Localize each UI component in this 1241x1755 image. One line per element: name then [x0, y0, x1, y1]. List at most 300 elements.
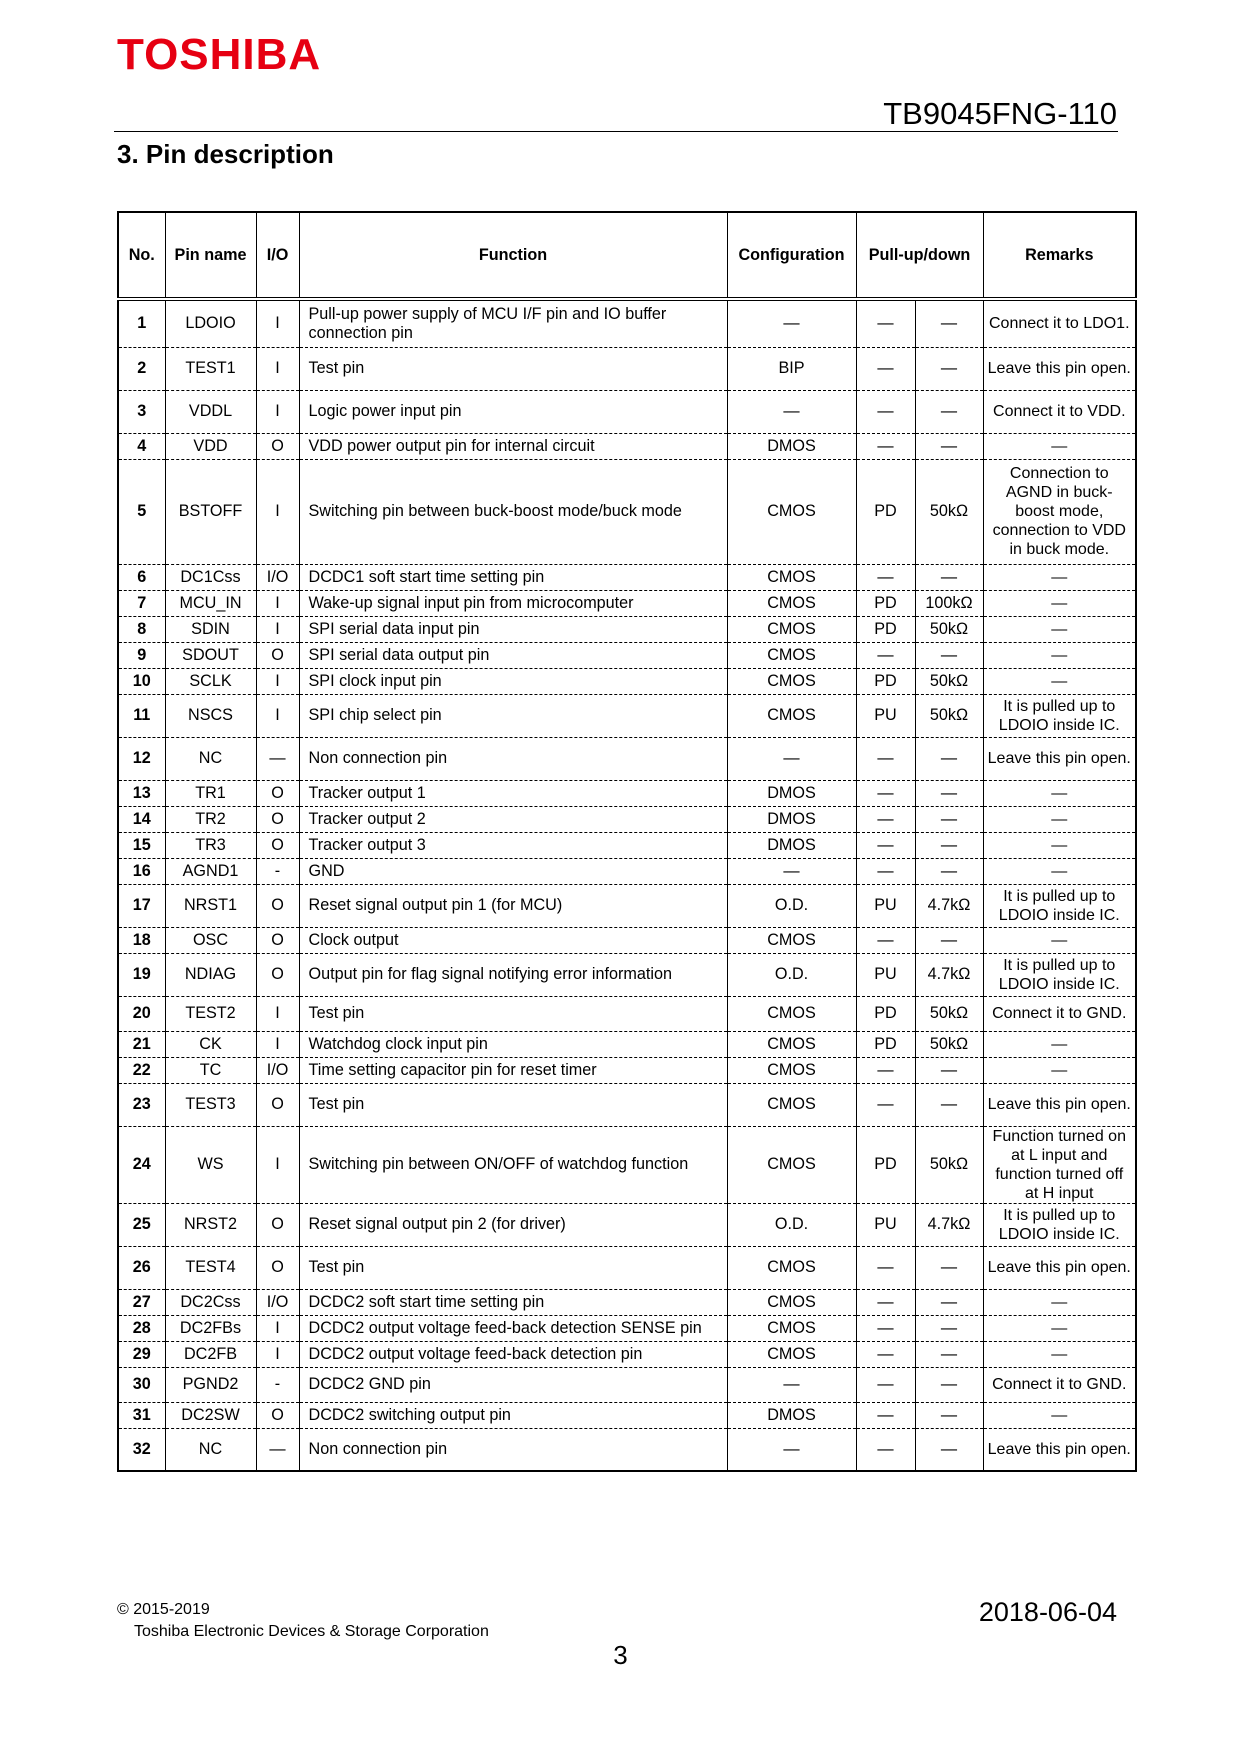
pin-io: I	[256, 996, 299, 1031]
pin-number: 13	[118, 780, 165, 806]
pin-name: SDIN	[165, 616, 256, 642]
pin-io: O	[256, 780, 299, 806]
pin-pull-resistance: 4.7kΩ	[915, 1203, 983, 1246]
pin-name: DC2SW	[165, 1402, 256, 1428]
pin-io: I/O	[256, 1057, 299, 1083]
pin-number: 2	[118, 347, 165, 390]
pin-name: NDIAG	[165, 953, 256, 996]
pin-pull-resistance: —	[915, 299, 983, 347]
pin-remarks: —	[983, 780, 1136, 806]
pin-pull-direction: —	[856, 433, 915, 459]
pin-io: O	[256, 1083, 299, 1126]
pin-remarks: It is pulled up to LDOIO inside IC.	[983, 694, 1136, 737]
table-row	[118, 459, 1136, 564]
pin-number: 14	[118, 806, 165, 832]
pin-function: Test pin	[299, 1083, 727, 1126]
pin-io: I	[256, 616, 299, 642]
pin-number: 27	[118, 1289, 165, 1315]
table-row	[118, 832, 1136, 858]
pin-configuration: CMOS	[727, 1083, 856, 1126]
pin-name: CK	[165, 1031, 256, 1057]
table-row	[118, 1289, 1136, 1315]
pin-pull-resistance: —	[915, 1341, 983, 1367]
pin-name: MCU_IN	[165, 590, 256, 616]
pin-io: I	[256, 347, 299, 390]
header-remarks: Remarks	[983, 212, 1136, 299]
pin-function: Switching pin between buck-boost mode/buck mode	[299, 459, 727, 564]
table-row	[118, 1341, 1136, 1367]
pin-function: DCDC2 switching output pin	[299, 1402, 727, 1428]
pin-pull-direction: PU	[856, 1203, 915, 1246]
pin-pull-resistance: —	[915, 806, 983, 832]
pin-io: O	[256, 832, 299, 858]
header-function: Function	[299, 212, 727, 299]
pin-io: I	[256, 1315, 299, 1341]
pin-configuration: —	[727, 1428, 856, 1471]
pin-pull-resistance: —	[915, 858, 983, 884]
pin-name: AGND1	[165, 858, 256, 884]
pin-function: Pull-up power supply of MCU I/F pin and IO buffer connection pin	[299, 299, 727, 347]
pin-remarks: —	[983, 1057, 1136, 1083]
pin-function: Time setting capacitor pin for reset timer	[299, 1057, 727, 1083]
pin-configuration: DMOS	[727, 832, 856, 858]
pin-pull-direction: PD	[856, 668, 915, 694]
pin-configuration: CMOS	[727, 996, 856, 1031]
pin-function: Test pin	[299, 996, 727, 1031]
pin-io: I	[256, 1031, 299, 1057]
pin-function: Non connection pin	[299, 737, 727, 780]
pin-io: O	[256, 953, 299, 996]
pin-remarks: Connect it to GND.	[983, 1367, 1136, 1402]
pin-pull-direction: —	[856, 1246, 915, 1289]
pin-function: SPI chip select pin	[299, 694, 727, 737]
pin-remarks: —	[983, 668, 1136, 694]
pin-remarks: Connect it to VDD.	[983, 390, 1136, 433]
pin-pull-resistance: —	[915, 1083, 983, 1126]
pin-pull-resistance: —	[915, 433, 983, 459]
pin-io: -	[256, 858, 299, 884]
pin-pull-direction: PU	[856, 694, 915, 737]
header-rule	[114, 131, 1118, 132]
pin-name: BSTOFF	[165, 459, 256, 564]
table-row	[118, 694, 1136, 737]
pin-name: TR1	[165, 780, 256, 806]
header-io: I/O	[256, 212, 299, 299]
header-no: No.	[118, 212, 165, 299]
table-row	[118, 390, 1136, 433]
pin-io: —	[256, 1428, 299, 1471]
pin-remarks: —	[983, 1341, 1136, 1367]
pin-function: DCDC2 GND pin	[299, 1367, 727, 1402]
pin-number: 8	[118, 616, 165, 642]
pin-number: 1	[118, 299, 165, 347]
pin-io: —	[256, 737, 299, 780]
pin-pull-resistance: —	[915, 390, 983, 433]
pin-function: VDD power output pin for internal circuit	[299, 433, 727, 459]
pin-configuration: CMOS	[727, 927, 856, 953]
page-number: 3	[613, 1640, 628, 1670]
pin-name: NSCS	[165, 694, 256, 737]
pin-function: GND	[299, 858, 727, 884]
pin-configuration: DMOS	[727, 806, 856, 832]
pin-number: 30	[118, 1367, 165, 1402]
pin-pull-resistance: —	[915, 832, 983, 858]
pin-configuration: O.D.	[727, 884, 856, 927]
pin-name: TR3	[165, 832, 256, 858]
pin-function: Test pin	[299, 347, 727, 390]
pin-pull-resistance: 50kΩ	[915, 616, 983, 642]
pin-configuration: O.D.	[727, 953, 856, 996]
header-pin-name: Pin name	[165, 212, 256, 299]
pin-number: 17	[118, 884, 165, 927]
table-row	[118, 642, 1136, 668]
pin-configuration: CMOS	[727, 459, 856, 564]
table-row	[118, 1402, 1136, 1428]
header-pull-up-down: Pull-up/down	[856, 212, 983, 299]
pin-pull-direction: —	[856, 642, 915, 668]
pin-remarks: Leave this pin open.	[983, 1428, 1136, 1471]
document-id: TB9045FNG-110	[883, 96, 1117, 131]
pin-number: 32	[118, 1428, 165, 1471]
pin-configuration: CMOS	[727, 1126, 856, 1203]
pin-number: 23	[118, 1083, 165, 1126]
pin-configuration: O.D.	[727, 1203, 856, 1246]
table-row	[118, 1057, 1136, 1083]
pin-function: DCDC2 output voltage feed-back detection pin	[299, 1341, 727, 1367]
pin-number: 11	[118, 694, 165, 737]
pin-pull-direction: PU	[856, 953, 915, 996]
table-row	[118, 1083, 1136, 1126]
pin-io: -	[256, 1367, 299, 1402]
table-row	[118, 1315, 1136, 1341]
pin-name: NRST2	[165, 1203, 256, 1246]
pin-pull-direction: —	[856, 1367, 915, 1402]
pin-pull-direction: —	[856, 806, 915, 832]
pin-configuration: —	[727, 1367, 856, 1402]
pin-remarks: —	[983, 1402, 1136, 1428]
pin-remarks: Function turned on at L input and function turned off at H input	[983, 1126, 1136, 1203]
pin-name: WS	[165, 1126, 256, 1203]
pin-pull-resistance: —	[915, 1246, 983, 1289]
pin-remarks: —	[983, 806, 1136, 832]
pin-configuration: CMOS	[727, 590, 856, 616]
pin-number: 10	[118, 668, 165, 694]
pin-number: 4	[118, 433, 165, 459]
pin-name: VDDL	[165, 390, 256, 433]
pin-pull-direction: —	[856, 1083, 915, 1126]
table-row	[118, 590, 1136, 616]
table-row	[118, 1428, 1136, 1471]
pin-configuration: CMOS	[727, 616, 856, 642]
pin-name: VDD	[165, 433, 256, 459]
pin-remarks: —	[983, 590, 1136, 616]
pin-pull-direction: —	[856, 858, 915, 884]
pin-description-table	[117, 211, 1137, 1472]
pin-function: DCDC2 output voltage feed-back detection SENSE pin	[299, 1315, 727, 1341]
pin-name: NC	[165, 1428, 256, 1471]
pin-number: 25	[118, 1203, 165, 1246]
table-row	[118, 1367, 1136, 1402]
pin-configuration: —	[727, 390, 856, 433]
pin-pull-resistance: —	[915, 780, 983, 806]
pin-pull-resistance: —	[915, 1057, 983, 1083]
table-row	[118, 564, 1136, 590]
table-row	[118, 433, 1136, 459]
pin-pull-resistance: —	[915, 1315, 983, 1341]
table-header-row	[118, 212, 1136, 299]
pin-name: TEST3	[165, 1083, 256, 1126]
pin-function: Non connection pin	[299, 1428, 727, 1471]
table-row	[118, 1203, 1136, 1246]
pin-io: O	[256, 1402, 299, 1428]
pin-pull-resistance: 100kΩ	[915, 590, 983, 616]
pin-pull-resistance: 50kΩ	[915, 1031, 983, 1057]
table-row	[118, 299, 1136, 347]
pin-pull-direction: —	[856, 1289, 915, 1315]
pin-remarks: —	[983, 927, 1136, 953]
pin-configuration: CMOS	[727, 1289, 856, 1315]
pin-pull-direction: —	[856, 927, 915, 953]
pin-function: SPI clock input pin	[299, 668, 727, 694]
pin-function: Clock output	[299, 927, 727, 953]
pin-pull-resistance: 4.7kΩ	[915, 884, 983, 927]
pin-io: O	[256, 642, 299, 668]
pin-pull-direction: —	[856, 347, 915, 390]
pin-configuration: CMOS	[727, 1031, 856, 1057]
pin-function: DCDC1 soft start time setting pin	[299, 564, 727, 590]
pin-number: 26	[118, 1246, 165, 1289]
pin-pull-direction: PD	[856, 616, 915, 642]
pin-remarks: It is pulled up to LDOIO inside IC.	[983, 953, 1136, 996]
pin-function: Tracker output 3	[299, 832, 727, 858]
pin-number: 6	[118, 564, 165, 590]
pin-configuration: —	[727, 858, 856, 884]
pin-function: SPI serial data input pin	[299, 616, 727, 642]
footer-corporation: Toshiba Electronic Devices & Storage Corporation	[134, 1623, 489, 1640]
table-body	[118, 299, 1136, 1471]
pin-pull-direction: PD	[856, 459, 915, 564]
section-title: 3. Pin description	[117, 139, 334, 169]
pin-function: Switching pin between ON/OFF of watchdog function	[299, 1126, 727, 1203]
pin-remarks: Connect it to LDO1.	[983, 299, 1136, 347]
pin-name: SCLK	[165, 668, 256, 694]
pin-remarks: Leave this pin open.	[983, 1083, 1136, 1126]
pin-pull-direction: —	[856, 1057, 915, 1083]
pin-name: OSC	[165, 927, 256, 953]
pin-name: TEST4	[165, 1246, 256, 1289]
pin-remarks: —	[983, 832, 1136, 858]
pin-pull-direction: —	[856, 390, 915, 433]
pin-io: O	[256, 884, 299, 927]
pin-pull-resistance: 50kΩ	[915, 996, 983, 1031]
pin-remarks: —	[983, 616, 1136, 642]
pin-name: TEST1	[165, 347, 256, 390]
pin-pull-direction: —	[856, 780, 915, 806]
pin-pull-direction: —	[856, 737, 915, 780]
pin-pull-resistance: 50kΩ	[915, 459, 983, 564]
table-row	[118, 996, 1136, 1031]
pin-number: 18	[118, 927, 165, 953]
pin-configuration: CMOS	[727, 1341, 856, 1367]
pin-function: Wake-up signal input pin from microcomputer	[299, 590, 727, 616]
pin-number: 19	[118, 953, 165, 996]
pin-io: I	[256, 459, 299, 564]
pin-remarks: Connect it to GND.	[983, 996, 1136, 1031]
pin-number: 22	[118, 1057, 165, 1083]
pin-number: 29	[118, 1341, 165, 1367]
pin-function: Output pin for flag signal notifying error information	[299, 953, 727, 996]
table-row	[118, 347, 1136, 390]
pin-configuration: DMOS	[727, 433, 856, 459]
pin-pull-direction: —	[856, 1315, 915, 1341]
table-row	[118, 953, 1136, 996]
pin-io: I/O	[256, 1289, 299, 1315]
pin-remarks: —	[983, 1031, 1136, 1057]
table-row	[118, 1031, 1136, 1057]
pin-pull-resistance: —	[915, 564, 983, 590]
pin-pull-direction: —	[856, 832, 915, 858]
pin-io: O	[256, 1246, 299, 1289]
pin-configuration: CMOS	[727, 694, 856, 737]
table-row	[118, 858, 1136, 884]
pin-function: SPI serial data output pin	[299, 642, 727, 668]
pin-pull-resistance: —	[915, 1428, 983, 1471]
pin-table-container	[117, 211, 1135, 1472]
pin-number: 20	[118, 996, 165, 1031]
pin-pull-direction: PD	[856, 590, 915, 616]
table-row	[118, 927, 1136, 953]
pin-pull-direction: —	[856, 1402, 915, 1428]
pin-pull-resistance: —	[915, 927, 983, 953]
pin-function: Tracker output 2	[299, 806, 727, 832]
pin-number: 9	[118, 642, 165, 668]
pin-function: Reset signal output pin 1 (for MCU)	[299, 884, 727, 927]
pin-name: TR2	[165, 806, 256, 832]
pin-configuration: CMOS	[727, 668, 856, 694]
pin-remarks: —	[983, 858, 1136, 884]
pin-pull-direction: PD	[856, 996, 915, 1031]
pin-number: 24	[118, 1126, 165, 1203]
pin-function: Reset signal output pin 2 (for driver)	[299, 1203, 727, 1246]
pin-io: I/O	[256, 564, 299, 590]
pin-pull-resistance: —	[915, 347, 983, 390]
pin-remarks: —	[983, 564, 1136, 590]
pin-pull-resistance: 4.7kΩ	[915, 953, 983, 996]
pin-remarks: —	[983, 433, 1136, 459]
pin-name: DC2FBs	[165, 1315, 256, 1341]
pin-io: I	[256, 590, 299, 616]
table-row	[118, 1126, 1136, 1203]
table-row	[118, 616, 1136, 642]
pin-pull-direction: —	[856, 1428, 915, 1471]
pin-function: DCDC2 soft start time setting pin	[299, 1289, 727, 1315]
pin-pull-direction: PD	[856, 1126, 915, 1203]
pin-pull-direction: —	[856, 564, 915, 590]
pin-number: 12	[118, 737, 165, 780]
table-row	[118, 806, 1136, 832]
pin-pull-resistance: 50kΩ	[915, 694, 983, 737]
pin-name: DC2Css	[165, 1289, 256, 1315]
pin-pull-resistance: —	[915, 737, 983, 780]
pin-io: I	[256, 668, 299, 694]
pin-io: O	[256, 927, 299, 953]
pin-remarks: Connection to AGND in buck-boost mode, connection to VDD in buck mode.	[983, 459, 1136, 564]
pin-configuration: CMOS	[727, 1057, 856, 1083]
table-row	[118, 780, 1136, 806]
header-configuration: Configuration	[727, 212, 856, 299]
table-row	[118, 1246, 1136, 1289]
pin-configuration: —	[727, 299, 856, 347]
pin-name: PGND2	[165, 1367, 256, 1402]
pin-number: 28	[118, 1315, 165, 1341]
pin-function: Tracker output 1	[299, 780, 727, 806]
pin-io: O	[256, 806, 299, 832]
pin-name: DC2FB	[165, 1341, 256, 1367]
pin-pull-direction: PD	[856, 1031, 915, 1057]
pin-name: TC	[165, 1057, 256, 1083]
pin-name: TEST2	[165, 996, 256, 1031]
pin-pull-resistance: —	[915, 642, 983, 668]
pin-configuration: DMOS	[727, 780, 856, 806]
pin-pull-resistance: —	[915, 1289, 983, 1315]
pin-number: 5	[118, 459, 165, 564]
footer-copyright: © 2015-2019	[117, 1601, 210, 1618]
pin-number: 15	[118, 832, 165, 858]
pin-remarks: —	[983, 1315, 1136, 1341]
pin-pull-direction: PU	[856, 884, 915, 927]
pin-io: O	[256, 1203, 299, 1246]
pin-configuration: —	[727, 737, 856, 780]
pin-remarks: —	[983, 1289, 1136, 1315]
pin-remarks: Leave this pin open.	[983, 347, 1136, 390]
toshiba-logo: TOSHIBA	[117, 30, 322, 79]
pin-function: Logic power input pin	[299, 390, 727, 433]
pin-pull-resistance: —	[915, 1367, 983, 1402]
table-row	[118, 668, 1136, 694]
pin-configuration: CMOS	[727, 564, 856, 590]
pin-configuration: CMOS	[727, 1315, 856, 1341]
pin-remarks: —	[983, 642, 1136, 668]
table-row	[118, 737, 1136, 780]
pin-pull-direction: —	[856, 299, 915, 347]
pin-number: 31	[118, 1402, 165, 1428]
pin-name: SDOUT	[165, 642, 256, 668]
pin-function: Test pin	[299, 1246, 727, 1289]
pin-pull-direction: —	[856, 1341, 915, 1367]
pin-remarks: Leave this pin open.	[983, 737, 1136, 780]
pin-pull-resistance: 50kΩ	[915, 668, 983, 694]
pin-io: I	[256, 1341, 299, 1367]
pin-name: NC	[165, 737, 256, 780]
pin-configuration: CMOS	[727, 1246, 856, 1289]
pin-name: DC1Css	[165, 564, 256, 590]
pin-configuration: CMOS	[727, 642, 856, 668]
footer-date: 2018-06-04	[978, 1597, 1117, 1627]
pin-number: 7	[118, 590, 165, 616]
table-row	[118, 884, 1136, 927]
pin-number: 3	[118, 390, 165, 433]
pin-remarks: It is pulled up to LDOIO inside IC.	[983, 884, 1136, 927]
pin-pull-resistance: —	[915, 1402, 983, 1428]
pin-name: LDOIO	[165, 299, 256, 347]
pin-name: NRST1	[165, 884, 256, 927]
pin-io: I	[256, 390, 299, 433]
pin-remarks: Leave this pin open.	[983, 1246, 1136, 1289]
pin-configuration: DMOS	[727, 1402, 856, 1428]
pin-remarks: It is pulled up to LDOIO inside IC.	[983, 1203, 1136, 1246]
pin-io: I	[256, 694, 299, 737]
pin-io: O	[256, 433, 299, 459]
